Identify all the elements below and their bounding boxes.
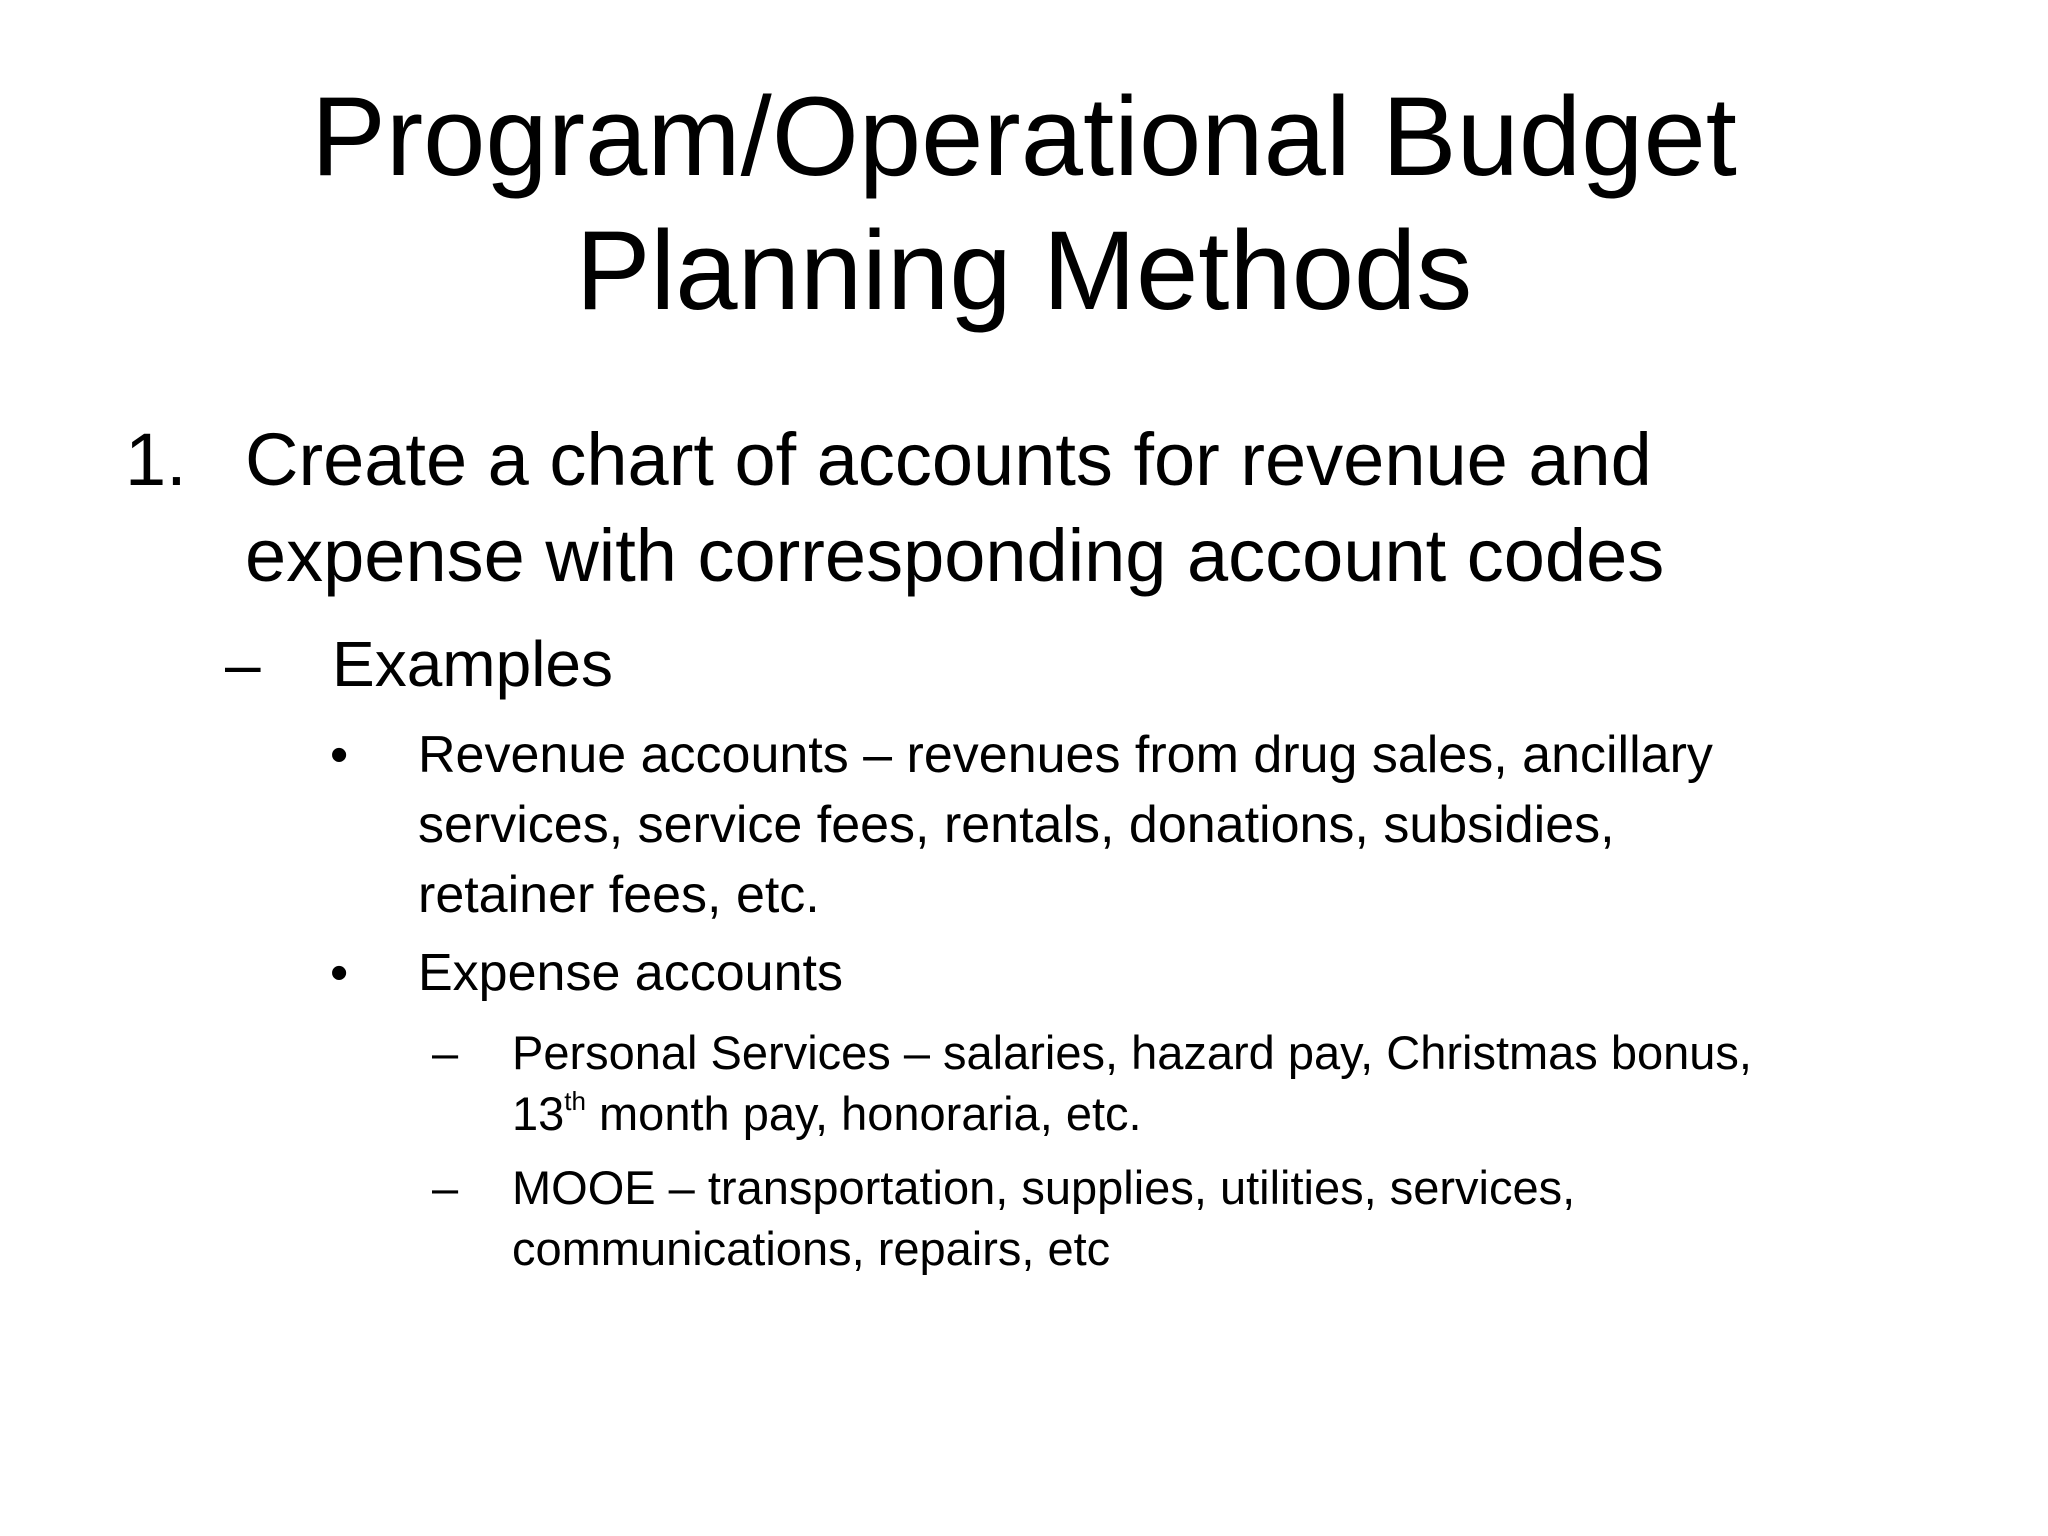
item-1-line-2: expense with corresponding account codes [245,514,1665,597]
item-1-number: 1. [125,418,187,501]
item-1-text [245,412,1664,604]
revenue-line-1: Revenue accounts – revenues from drug sales, ancillary [418,726,1713,784]
personal-services-line-2 [512,1083,1752,1144]
month-number: 13 [512,1087,565,1140]
revenue-line-3: retainer fees, etc. [418,866,820,924]
personal-services-text [512,1022,1752,1144]
expense-accounts-label: Expense accounts [418,944,843,1002]
title-line-1: Program/Operational Budget [311,74,1737,199]
mooe-dash: – [432,1161,459,1214]
examples-label: Examples [332,628,613,700]
personal-services-line-1: Personal Services – salaries, hazard pay, Christmas bonus, [512,1026,1752,1079]
slide-title [0,70,2048,338]
examples-dash: – [225,628,261,700]
mooe-line-2: communications, repairs, etc [512,1222,1111,1275]
revenue-accounts-text [418,720,1713,930]
personal-services-line-2-rest: month pay, honoraria, etc. [585,1087,1142,1140]
item-1-line-1: Create a chart of accounts for revenue and [245,418,1652,501]
ordinal-suffix: th [564,1086,586,1116]
mooe-text [512,1157,1575,1279]
revenue-line-2: services, service fees, rentals, donations, subsidies, [418,796,1615,854]
expense-bullet: • [330,944,349,1002]
personal-services-dash: – [432,1026,459,1079]
mooe-line-1: MOOE – transportation, supplies, utilities, services, [512,1161,1576,1214]
revenue-bullet: • [330,726,349,784]
title-line-2: Planning Methods [575,208,1473,333]
